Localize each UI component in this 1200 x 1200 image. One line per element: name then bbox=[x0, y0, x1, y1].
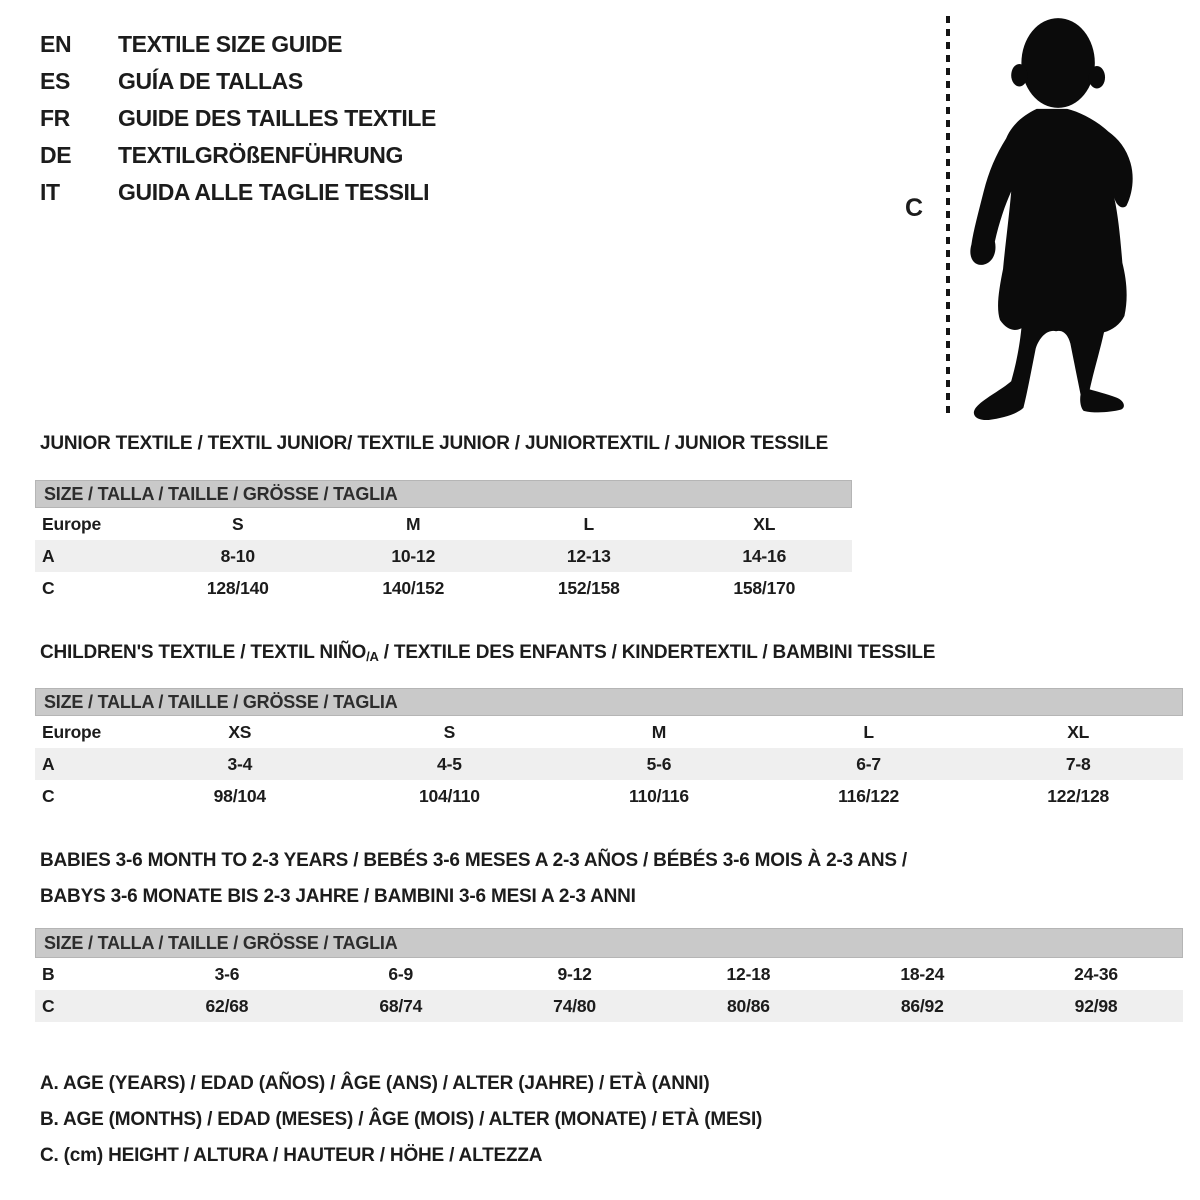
children-table bbox=[35, 688, 1183, 812]
table-cell: 9-12 bbox=[557, 963, 592, 984]
table-row bbox=[35, 748, 1183, 780]
silhouette-ear-right bbox=[1089, 66, 1105, 88]
row-label: C bbox=[42, 995, 55, 1016]
table-cell: L bbox=[583, 513, 594, 534]
table-cell: 158/170 bbox=[733, 577, 796, 598]
table-cell: 7-8 bbox=[1065, 753, 1091, 774]
table-cell: 24-36 bbox=[1074, 963, 1118, 984]
table-row bbox=[35, 540, 852, 572]
table-cell: 6-9 bbox=[388, 963, 414, 984]
table-cell: M bbox=[651, 721, 667, 742]
table-cell: 74/80 bbox=[553, 995, 596, 1016]
lang-row-en bbox=[40, 26, 436, 63]
table-cell: 122/128 bbox=[1047, 785, 1110, 806]
lang-code: IT bbox=[40, 179, 60, 205]
table-row bbox=[35, 572, 852, 604]
table-cell: S bbox=[443, 721, 456, 742]
table-cell: L bbox=[863, 721, 874, 742]
size-header-label: SIZE / TALLA / TAILLE / GRÖSSE / TAGLIA bbox=[44, 932, 398, 953]
children-section-title bbox=[40, 642, 935, 664]
row-label: A bbox=[42, 753, 55, 774]
lang-row-es bbox=[40, 63, 436, 100]
row-label: C bbox=[42, 785, 55, 806]
table-cell: 68/74 bbox=[379, 995, 423, 1016]
table-row bbox=[35, 958, 1183, 990]
table-cell: 6-7 bbox=[856, 753, 881, 774]
babies-section-title-line2: BABYS 3-6 MONATE BIS 2-3 JAHRE / BAMBINI 3-6 MESI A 2-3 ANNI bbox=[40, 886, 636, 907]
children-size-header-bar bbox=[35, 688, 1183, 716]
table-cell: 4-5 bbox=[437, 753, 462, 774]
row-label: Europe bbox=[42, 513, 102, 534]
size-header-label: SIZE / TALLA / TAILLE / GRÖSSE / TAGLIA bbox=[44, 483, 398, 504]
table-cell: 86/92 bbox=[900, 995, 944, 1016]
legend bbox=[40, 1066, 762, 1174]
table-row bbox=[35, 716, 1183, 748]
language-header bbox=[40, 26, 436, 211]
lang-row-it bbox=[40, 174, 436, 211]
table-cell: M bbox=[406, 513, 421, 534]
lang-label: GUIDA ALLE TAGLIE TESSILI bbox=[118, 179, 430, 205]
table-cell: XL bbox=[753, 513, 776, 534]
table-cell: XL bbox=[1067, 721, 1090, 742]
legend-line-b: B. AGE (MONTHS) / EDAD (MESES) / ÂGE (MOIS) / ALTER (MONATE) / ETÀ (MESI) bbox=[40, 1109, 763, 1130]
table-cell: 5-6 bbox=[646, 753, 672, 774]
table-cell: 140/152 bbox=[382, 577, 445, 598]
lang-label: GUIDE DES TAILLES TEXTILE bbox=[118, 105, 436, 131]
table-cell: 3-6 bbox=[214, 963, 240, 984]
table-row bbox=[35, 780, 1183, 812]
height-dashed-line bbox=[946, 16, 950, 418]
table-cell: 80/86 bbox=[727, 995, 770, 1016]
table-cell: 92/98 bbox=[1074, 995, 1118, 1016]
junior-size-header-bar bbox=[35, 480, 852, 508]
table-cell: 8-10 bbox=[220, 545, 255, 566]
legend-line-c: C. (cm) HEIGHT / ALTURA / HAUTEUR / HÖHE / ALTEZZA bbox=[40, 1145, 543, 1166]
row-label: B bbox=[42, 963, 55, 984]
table-cell: 128/140 bbox=[206, 577, 269, 598]
table-cell: 110/116 bbox=[629, 785, 689, 806]
table-cell: 12-18 bbox=[726, 963, 771, 984]
silhouette-body bbox=[970, 109, 1132, 420]
lang-label: TEXTILGRÖßENFÜHRUNG bbox=[118, 142, 403, 168]
table-row bbox=[35, 990, 1183, 1022]
legend-line-a: A. AGE (YEARS) / EDAD (AÑOS) / ÂGE (ANS) / ALTER (JAHRE) / ETÀ (ANNI) bbox=[40, 1073, 710, 1094]
lang-code: DE bbox=[40, 142, 72, 168]
lang-label: TEXTILE SIZE GUIDE bbox=[118, 31, 343, 57]
lang-code: EN bbox=[40, 31, 72, 57]
table-cell: 98/104 bbox=[213, 785, 266, 806]
children-title-rest: / TEXTILE DES ENFANTS / KINDERTEXTIL / BAMBINI TESSILE bbox=[378, 642, 936, 663]
lang-code: ES bbox=[40, 68, 70, 94]
lang-label: GUÍA DE TALLAS bbox=[118, 68, 303, 94]
table-cell: 62/68 bbox=[205, 995, 249, 1016]
row-label: Europe bbox=[42, 721, 102, 742]
table-cell: 18-24 bbox=[900, 963, 945, 984]
height-figure bbox=[895, 0, 1195, 430]
children-title-sub: /A bbox=[366, 649, 379, 664]
junior-section-title: JUNIOR TEXTILE / TEXTIL JUNIOR/ TEXTILE JUNIOR / JUNIORTEXTIL / JUNIOR TESSILE bbox=[40, 433, 829, 454]
table-cell: 14-16 bbox=[742, 545, 787, 566]
babies-section-title-line1: BABIES 3-6 MONTH TO 2-3 YEARS / BEBÉS 3-6 MESES A 2-3 AÑOS / BÉBÉS 3-6 MOIS À 2-3 ANS / bbox=[40, 850, 908, 871]
row-label: A bbox=[42, 545, 55, 566]
table-cell: 152/158 bbox=[557, 577, 620, 598]
table-cell: S bbox=[232, 513, 244, 534]
table-cell: 104/110 bbox=[418, 785, 480, 806]
children-title-main: CHILDREN'S TEXTILE / TEXTIL NIÑO bbox=[40, 642, 367, 663]
junior-table bbox=[35, 480, 852, 604]
babies-table bbox=[35, 928, 1183, 1022]
table-row bbox=[35, 508, 852, 540]
row-label: C bbox=[42, 577, 55, 598]
silhouette-ear-left bbox=[1011, 64, 1027, 86]
silhouette-head bbox=[1021, 18, 1094, 108]
table-cell: 12-13 bbox=[566, 545, 611, 566]
lang-row-de bbox=[40, 137, 436, 174]
height-measure-label: C bbox=[905, 194, 924, 222]
babies-size-header-bar bbox=[35, 928, 1183, 958]
lang-row-fr bbox=[40, 100, 436, 137]
lang-code: FR bbox=[40, 105, 70, 131]
table-cell: 116/122 bbox=[838, 785, 900, 806]
table-cell: XS bbox=[228, 721, 252, 742]
toddler-silhouette-icon bbox=[962, 12, 1142, 420]
size-header-label: SIZE / TALLA / TAILLE / GRÖSSE / TAGLIA bbox=[44, 691, 398, 712]
table-cell: 3-4 bbox=[227, 753, 253, 774]
table-cell: 10-12 bbox=[391, 545, 436, 566]
